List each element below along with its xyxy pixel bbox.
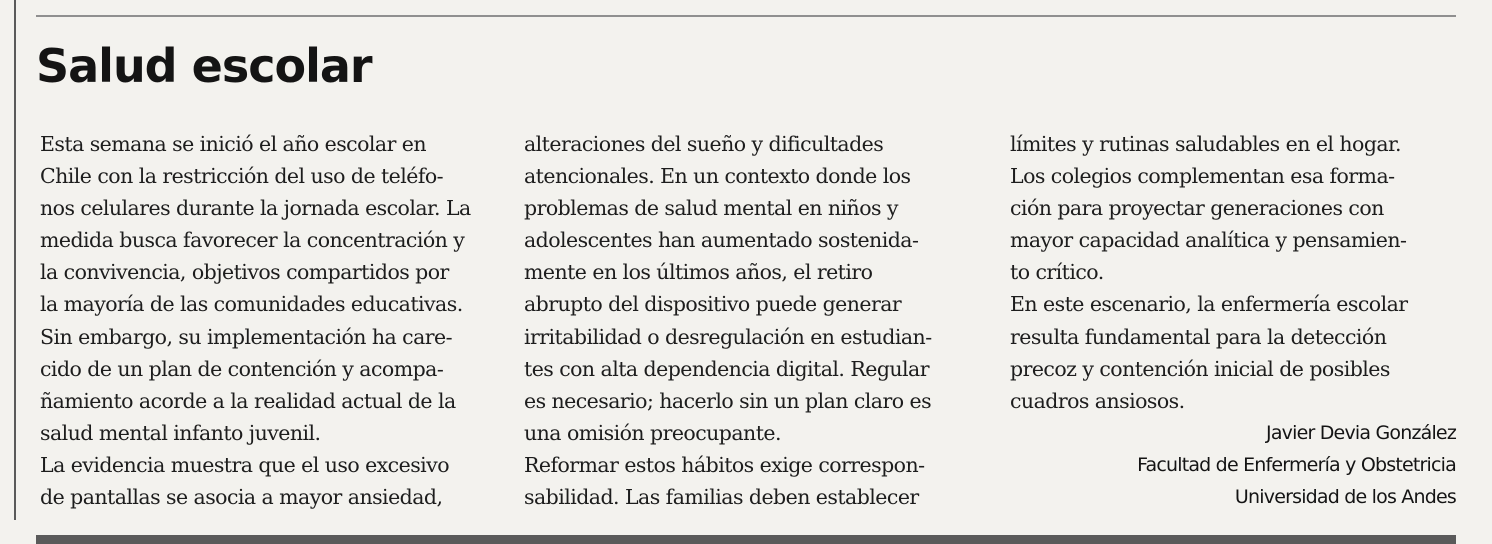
text-line: abrupto del dispositivo puede generar (524, 292, 902, 317)
text-line: Chile con la restricción del uso de teléfo- (40, 164, 444, 189)
text-line: cuadros ansiosos. (1010, 388, 1185, 413)
text-line: irritabilidad o desregulación en estudian- (524, 324, 932, 349)
text-line: resulta fundamental para la detección (1010, 324, 1387, 349)
text-line: de pantallas se asocia a mayor ansiedad, (40, 485, 443, 510)
text-line: la mayoría de las comunidades educativas. (40, 292, 463, 317)
text-line: Esta semana se inició el año escolar en (40, 132, 427, 156)
text-line: En este escenario, la enfermería escolar (1010, 292, 1408, 317)
text-line: alteraciones del sueño y dificultades (524, 132, 884, 156)
text-line: la convivencia, objetivos compartidos por (40, 260, 449, 285)
article-column-2 (524, 128, 969, 513)
text-line: una omisión preocupante. (524, 420, 781, 445)
text-line: Reformar estos hábitos exige correspon- (524, 452, 925, 477)
text-line: cido de un plan de contención y acompa- (40, 356, 444, 381)
bottom-rule (36, 535, 1456, 544)
text-line: nos celulares durante la jornada escolar. La (40, 196, 471, 221)
text-line: to crítico. (1010, 260, 1104, 285)
author-university: Universidad de los Andes (1234, 485, 1456, 508)
text-line: La evidencia muestra que el uso excesivo (40, 452, 449, 477)
text-line: ñamiento acorde a la realidad actual de la (40, 388, 456, 413)
text-line: adolescentes han aumentado sostenida- (524, 228, 919, 253)
text-line: Los colegios complementan esa forma- (1010, 164, 1395, 189)
top-rule (36, 15, 1456, 17)
text-line: sabilidad. Las familias deben establecer (524, 485, 919, 510)
text-line: es necesario; hacerlo sin un plan claro es (524, 388, 932, 413)
text-line: ción para proyectar generaciones con (1010, 196, 1384, 221)
text-line: mente en los últimos años, el retiro (524, 260, 873, 285)
text-line: Sin embargo, su implementación ha care- (40, 324, 452, 349)
author-faculty: Facultad de Enfermería y Obstetricia (1137, 453, 1456, 476)
signature-block (1010, 417, 1456, 513)
article-column-1 (40, 128, 485, 513)
text-line: salud mental infanto juvenil. (40, 420, 321, 445)
text-line: tes con alta dependencia digital. Regular (524, 356, 929, 381)
left-column-rule (14, 0, 16, 520)
text-line: mayor capacidad analítica y pensamien- (1010, 228, 1407, 253)
article-title: Salud escolar (36, 39, 372, 93)
text-line: atencionales. En un contexto donde los (524, 164, 911, 189)
text-line: medida busca favorecer la concentración y (40, 228, 465, 253)
author-name: Javier Devia González (1266, 421, 1456, 444)
article-column-3 (1010, 128, 1456, 513)
text-line: problemas de salud mental en niños y (524, 196, 898, 221)
text-line: precoz y contención inicial de posibles (1010, 356, 1390, 381)
text-line: límites y rutinas saludables en el hogar. (1010, 132, 1402, 156)
